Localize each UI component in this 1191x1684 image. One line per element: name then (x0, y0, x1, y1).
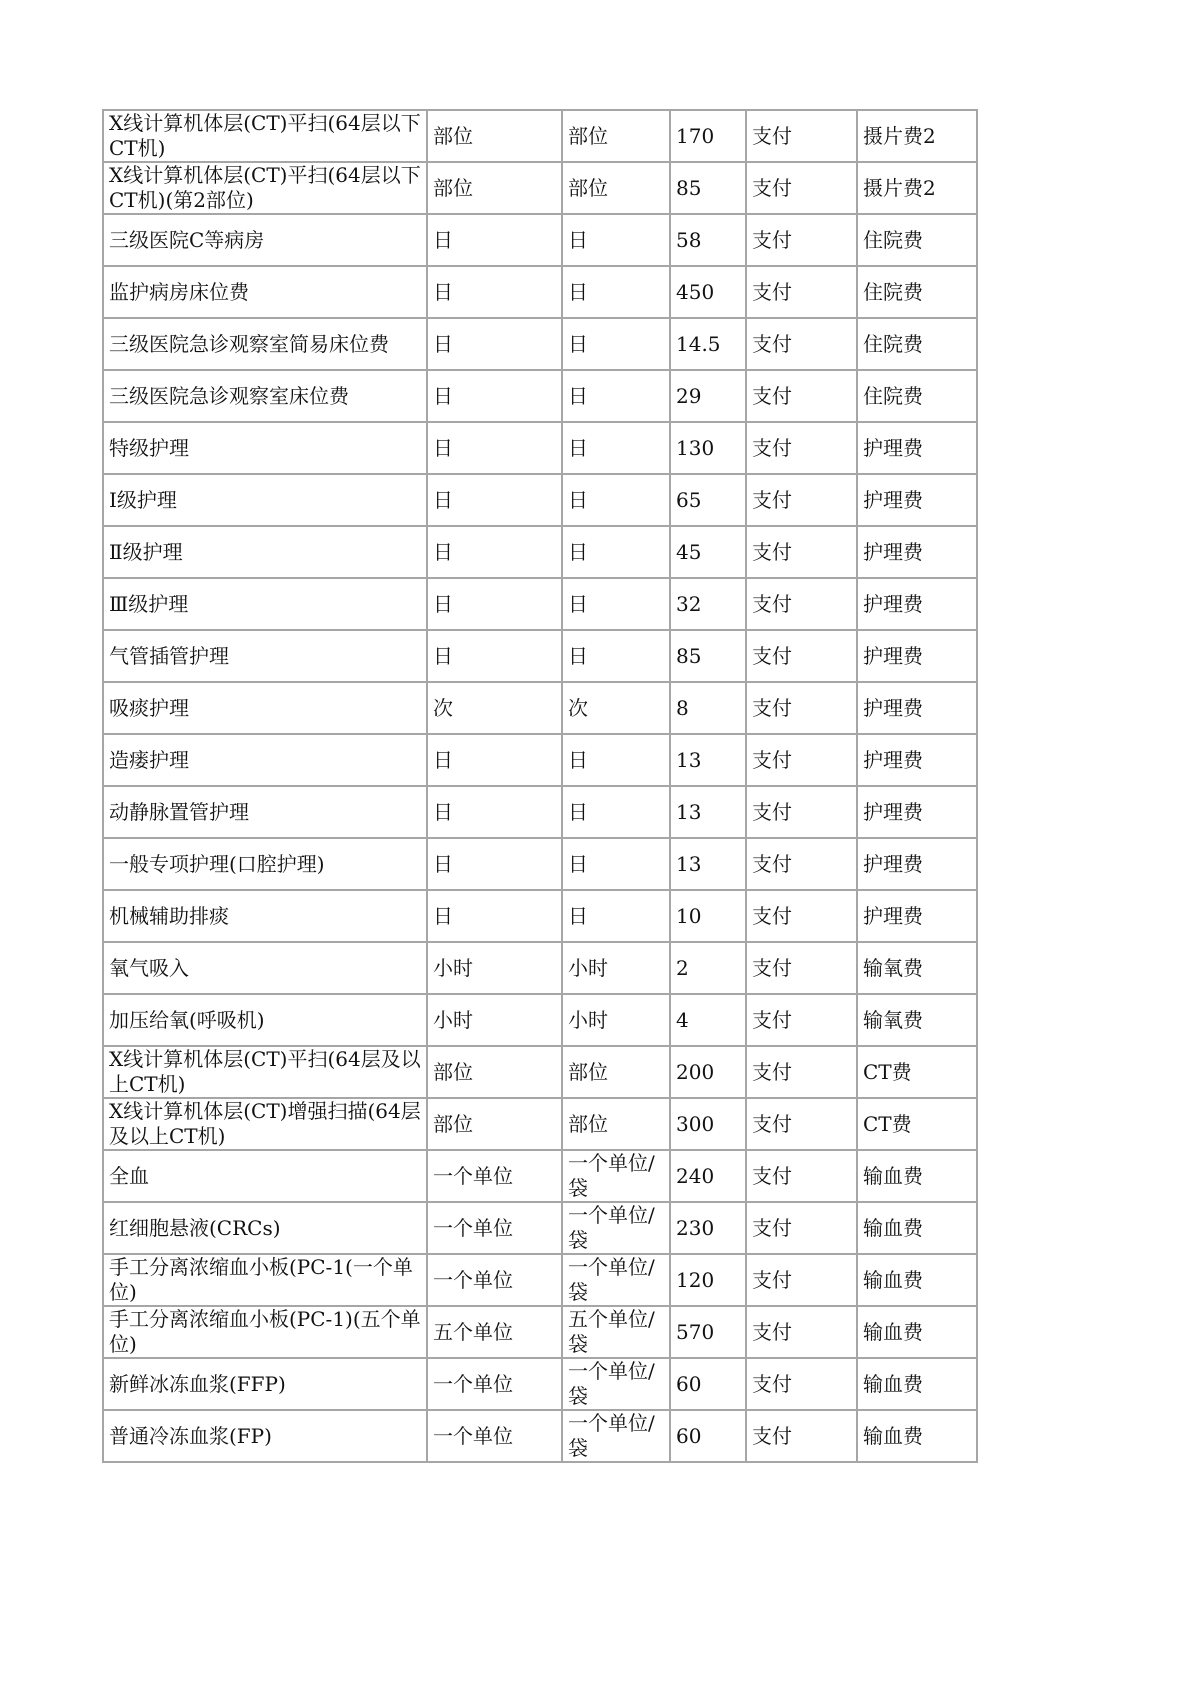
category-cell: 护理费 (857, 786, 977, 838)
table-row (103, 1150, 977, 1202)
category-cell: 输血费 (857, 1358, 977, 1410)
unit-cell: 一个单位 (427, 1254, 562, 1306)
item-name-cell: 一般专项护理(口腔护理) (103, 838, 427, 890)
category-cell: 摄片费2 (857, 110, 977, 162)
payment-cell: 支付 (746, 682, 857, 734)
payment-cell: 支付 (746, 1410, 857, 1462)
pricing-unit-cell: 日 (562, 526, 670, 578)
table-row (103, 890, 977, 942)
table-row (103, 370, 977, 422)
payment-cell: 支付 (746, 1098, 857, 1150)
payment-cell: 支付 (746, 734, 857, 786)
category-cell: 护理费 (857, 422, 977, 474)
table-row (103, 1046, 977, 1098)
payment-cell: 支付 (746, 266, 857, 318)
payment-cell: 支付 (746, 370, 857, 422)
payment-cell: 支付 (746, 578, 857, 630)
unit-cell: 日 (427, 474, 562, 526)
category-cell: 输血费 (857, 1410, 977, 1462)
table-row (103, 682, 977, 734)
item-name-cell: 特级护理 (103, 422, 427, 474)
pricing-unit-cell: 小时 (562, 942, 670, 994)
payment-cell: 支付 (746, 1046, 857, 1098)
pricing-unit-cell: 日 (562, 318, 670, 370)
category-cell: CT费 (857, 1046, 977, 1098)
price-cell: 130 (670, 422, 746, 474)
category-cell: 护理费 (857, 890, 977, 942)
unit-cell: 日 (427, 422, 562, 474)
category-cell: 摄片费2 (857, 162, 977, 214)
category-cell: 住院费 (857, 370, 977, 422)
item-name-cell: 气管插管护理 (103, 630, 427, 682)
table-row (103, 994, 977, 1046)
unit-cell: 一个单位 (427, 1202, 562, 1254)
pricing-unit-cell: 一个单位/袋 (562, 1254, 670, 1306)
price-cell: 13 (670, 786, 746, 838)
table-row (103, 1202, 977, 1254)
item-name-cell: X线计算机体层(CT)平扫(64层以下CT机)(第2部位) (103, 162, 427, 214)
table-row (103, 1306, 977, 1358)
unit-cell: 五个单位 (427, 1306, 562, 1358)
payment-cell: 支付 (746, 110, 857, 162)
price-cell: 200 (670, 1046, 746, 1098)
unit-cell: 一个单位 (427, 1358, 562, 1410)
item-name-cell: 红细胞悬液(CRCs) (103, 1202, 427, 1254)
pricing-unit-cell: 日 (562, 786, 670, 838)
pricing-unit-cell: 五个单位/袋 (562, 1306, 670, 1358)
pricing-unit-cell: 日 (562, 838, 670, 890)
category-cell: CT费 (857, 1098, 977, 1150)
unit-cell: 日 (427, 890, 562, 942)
price-cell: 60 (670, 1410, 746, 1462)
category-cell: 护理费 (857, 838, 977, 890)
pricing-unit-cell: 一个单位/袋 (562, 1202, 670, 1254)
table-row (103, 1410, 977, 1462)
unit-cell: 日 (427, 630, 562, 682)
unit-cell: 一个单位 (427, 1150, 562, 1202)
price-cell: 65 (670, 474, 746, 526)
item-name-cell: 动静脉置管护理 (103, 786, 427, 838)
unit-cell: 日 (427, 266, 562, 318)
pricing-unit-cell: 小时 (562, 994, 670, 1046)
unit-cell: 日 (427, 214, 562, 266)
category-cell: 护理费 (857, 734, 977, 786)
price-cell: 60 (670, 1358, 746, 1410)
pricing-unit-cell: 日 (562, 370, 670, 422)
pricing-unit-cell: 部位 (562, 110, 670, 162)
category-cell: 住院费 (857, 214, 977, 266)
item-name-cell: 手工分离浓缩血小板(PC-1(一个单位) (103, 1254, 427, 1306)
item-name-cell: Ⅲ级护理 (103, 578, 427, 630)
unit-cell: 部位 (427, 110, 562, 162)
price-cell: 58 (670, 214, 746, 266)
category-cell: 护理费 (857, 526, 977, 578)
pricing-unit-cell: 日 (562, 630, 670, 682)
payment-cell: 支付 (746, 1150, 857, 1202)
price-cell: 10 (670, 890, 746, 942)
unit-cell: 日 (427, 838, 562, 890)
payment-cell: 支付 (746, 318, 857, 370)
category-cell: 输血费 (857, 1254, 977, 1306)
pricing-unit-cell: 部位 (562, 162, 670, 214)
item-name-cell: X线计算机体层(CT)增强扫描(64层及以上CT机) (103, 1098, 427, 1150)
category-cell: 输血费 (857, 1150, 977, 1202)
price-cell: 230 (670, 1202, 746, 1254)
pricing-unit-cell: 日 (562, 734, 670, 786)
category-cell: 输氧费 (857, 942, 977, 994)
category-cell: 输血费 (857, 1202, 977, 1254)
unit-cell: 部位 (427, 1098, 562, 1150)
unit-cell: 次 (427, 682, 562, 734)
payment-cell: 支付 (746, 630, 857, 682)
item-name-cell: 三级医院急诊观察室床位费 (103, 370, 427, 422)
pricing-unit-cell: 一个单位/袋 (562, 1410, 670, 1462)
category-cell: 护理费 (857, 630, 977, 682)
pricing-unit-cell: 次 (562, 682, 670, 734)
unit-cell: 日 (427, 370, 562, 422)
price-cell: 85 (670, 162, 746, 214)
unit-cell: 小时 (427, 994, 562, 1046)
price-cell: 120 (670, 1254, 746, 1306)
item-name-cell: 全血 (103, 1150, 427, 1202)
payment-cell: 支付 (746, 1254, 857, 1306)
category-cell: 护理费 (857, 474, 977, 526)
table-row (103, 1254, 977, 1306)
payment-cell: 支付 (746, 942, 857, 994)
table-row (103, 474, 977, 526)
payment-cell: 支付 (746, 1202, 857, 1254)
item-name-cell: 吸痰护理 (103, 682, 427, 734)
item-name-cell: 监护病房床位费 (103, 266, 427, 318)
item-name-cell: 三级医院急诊观察室简易床位费 (103, 318, 427, 370)
fee-table-body (103, 110, 977, 1462)
unit-cell: 日 (427, 734, 562, 786)
unit-cell: 部位 (427, 162, 562, 214)
table-row (103, 162, 977, 214)
category-cell: 护理费 (857, 578, 977, 630)
payment-cell: 支付 (746, 838, 857, 890)
pricing-unit-cell: 日 (562, 214, 670, 266)
item-name-cell: 三级医院C等病房 (103, 214, 427, 266)
payment-cell: 支付 (746, 786, 857, 838)
pricing-unit-cell: 日 (562, 578, 670, 630)
category-cell: 住院费 (857, 266, 977, 318)
item-name-cell: 新鲜冰冻血浆(FFP) (103, 1358, 427, 1410)
payment-cell: 支付 (746, 474, 857, 526)
pricing-unit-cell: 一个单位/袋 (562, 1358, 670, 1410)
table-row (103, 214, 977, 266)
category-cell: 输氧费 (857, 994, 977, 1046)
category-cell: 护理费 (857, 682, 977, 734)
payment-cell: 支付 (746, 1306, 857, 1358)
payment-cell: 支付 (746, 214, 857, 266)
pricing-unit-cell: 部位 (562, 1098, 670, 1150)
price-cell: 450 (670, 266, 746, 318)
price-cell: 13 (670, 734, 746, 786)
price-cell: 14.5 (670, 318, 746, 370)
price-cell: 13 (670, 838, 746, 890)
item-name-cell: 氧气吸入 (103, 942, 427, 994)
price-cell: 8 (670, 682, 746, 734)
payment-cell: 支付 (746, 994, 857, 1046)
item-name-cell: 机械辅助排痰 (103, 890, 427, 942)
payment-cell: 支付 (746, 526, 857, 578)
price-cell: 45 (670, 526, 746, 578)
table-row (103, 526, 977, 578)
price-cell: 570 (670, 1306, 746, 1358)
payment-cell: 支付 (746, 162, 857, 214)
table-row (103, 266, 977, 318)
table-row (103, 786, 977, 838)
unit-cell: 一个单位 (427, 1410, 562, 1462)
unit-cell: 日 (427, 578, 562, 630)
table-row (103, 422, 977, 474)
item-name-cell: Ⅰ级护理 (103, 474, 427, 526)
category-cell: 输血费 (857, 1306, 977, 1358)
item-name-cell: Ⅱ级护理 (103, 526, 427, 578)
table-row (103, 630, 977, 682)
item-name-cell: 手工分离浓缩血小板(PC-1)(五个单位) (103, 1306, 427, 1358)
price-cell: 32 (670, 578, 746, 630)
table-row (103, 942, 977, 994)
price-cell: 240 (670, 1150, 746, 1202)
payment-cell: 支付 (746, 1358, 857, 1410)
payment-cell: 支付 (746, 890, 857, 942)
pricing-unit-cell: 部位 (562, 1046, 670, 1098)
price-cell: 170 (670, 110, 746, 162)
item-name-cell: 普通冷冻血浆(FP) (103, 1410, 427, 1462)
table-row (103, 1358, 977, 1410)
price-cell: 85 (670, 630, 746, 682)
pricing-unit-cell: 日 (562, 266, 670, 318)
price-cell: 300 (670, 1098, 746, 1150)
item-name-cell: 加压给氧(呼吸机) (103, 994, 427, 1046)
table-row (103, 578, 977, 630)
table-row (103, 734, 977, 786)
table-row (103, 1098, 977, 1150)
unit-cell: 小时 (427, 942, 562, 994)
price-cell: 29 (670, 370, 746, 422)
unit-cell: 日 (427, 786, 562, 838)
item-name-cell: 造瘘护理 (103, 734, 427, 786)
table-row (103, 110, 977, 162)
item-name-cell: X线计算机体层(CT)平扫(64层及以上CT机) (103, 1046, 427, 1098)
category-cell: 住院费 (857, 318, 977, 370)
pricing-unit-cell: 一个单位/袋 (562, 1150, 670, 1202)
item-name-cell: X线计算机体层(CT)平扫(64层以下CT机) (103, 110, 427, 162)
table-row (103, 838, 977, 890)
pricing-unit-cell: 日 (562, 474, 670, 526)
unit-cell: 部位 (427, 1046, 562, 1098)
unit-cell: 日 (427, 318, 562, 370)
unit-cell: 日 (427, 526, 562, 578)
pricing-unit-cell: 日 (562, 422, 670, 474)
price-cell: 2 (670, 942, 746, 994)
payment-cell: 支付 (746, 422, 857, 474)
fee-table (102, 109, 978, 1463)
pricing-unit-cell: 日 (562, 890, 670, 942)
table-row (103, 318, 977, 370)
price-cell: 4 (670, 994, 746, 1046)
